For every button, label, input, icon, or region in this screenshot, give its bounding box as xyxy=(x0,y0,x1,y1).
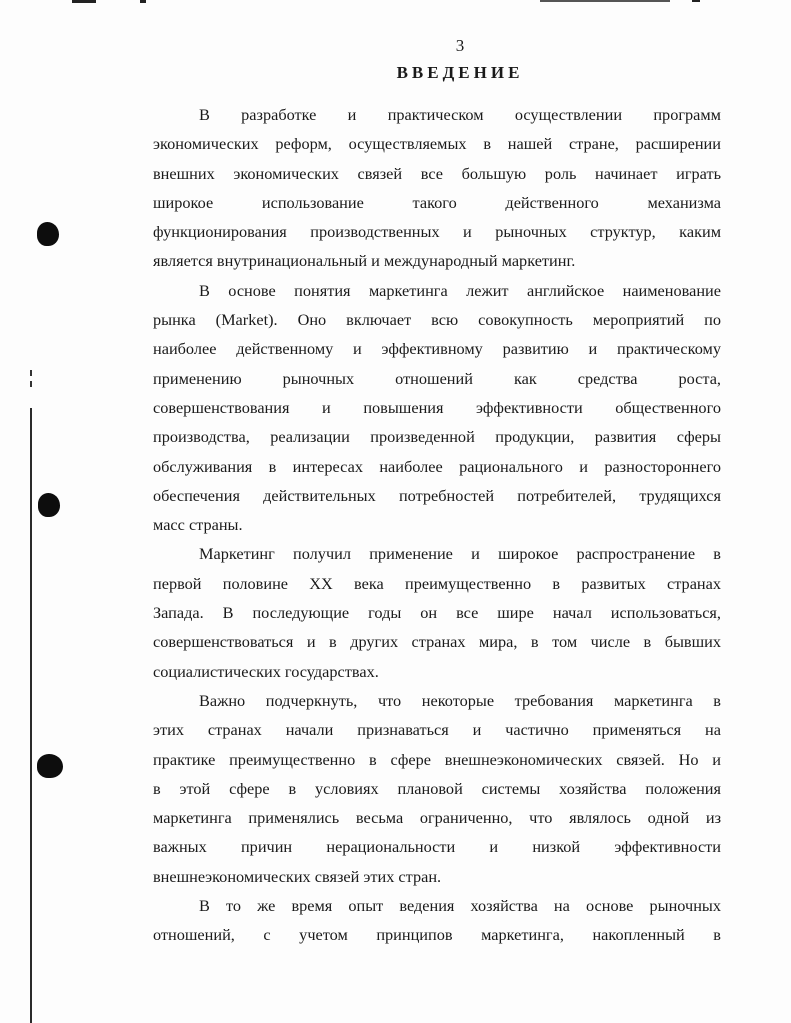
text-line: является внутринациональный и международный маркетинг. xyxy=(153,251,576,271)
punch-hole-mark xyxy=(38,493,60,517)
text-line: Важно подчеркнуть, что некоторые требования маркетинга в xyxy=(199,690,721,710)
scan-edge-mark xyxy=(140,0,146,3)
text-line: Маркетинг получил применение и широкое распространение в xyxy=(199,544,721,564)
text-line: совершенствования и повышения эффективности общественного xyxy=(153,397,721,417)
text-line: этих странах начали признаваться и частично применяться на xyxy=(153,720,721,740)
text-line: применению рыночных отношений как средства роста, xyxy=(153,368,721,388)
text-line: маркетинга применялись весьма ограниченно, что являлось одной из xyxy=(153,808,721,828)
text-line: важных причин нерациональности и низкой эффективности xyxy=(153,837,721,857)
text-line: Запада. В последующие годы он все шире начал использоваться, xyxy=(153,603,721,623)
page-number: 3 xyxy=(455,36,465,55)
text-line: совершенствоваться и в других странах мира, в том числе в бывших xyxy=(153,632,721,652)
paragraph xyxy=(153,686,721,891)
punch-hole-mark xyxy=(37,754,63,778)
scan-edge-mark xyxy=(30,370,32,376)
paragraph xyxy=(153,539,721,685)
text-line: отношений, с учетом принципов маркетинга, накопленный в xyxy=(153,925,721,945)
text-line: наиболее действенному и эффективному развитию и практическому xyxy=(153,339,721,359)
text-line: в этой сфере в условиях плановой системы хозяйства положения xyxy=(153,778,721,798)
binding-edge-line xyxy=(30,408,32,1023)
text-line: рынка (Market). Оно включает всю совокупность мероприятий по xyxy=(153,310,721,330)
text-line: внешнеэкономических связей этих стран. xyxy=(153,866,442,886)
text-line: практике преимущественно в сфере внешнеэкономических связей. Но и xyxy=(153,749,721,769)
text-line: широкое использование такого действенного механизма xyxy=(153,192,721,212)
paragraph xyxy=(153,891,721,950)
paragraph xyxy=(153,100,721,276)
text-line: масс страны. xyxy=(153,515,243,535)
text-line: обеспечения действительных потребностей потребителей, трудящихся xyxy=(153,485,721,505)
scan-edge-mark xyxy=(540,0,670,2)
scan-edge-mark xyxy=(692,0,700,2)
document-body xyxy=(153,100,721,950)
page-title: ВВЕДЕНИЕ xyxy=(396,63,524,82)
text-line: В основе понятия маркетинга лежит английское наименование xyxy=(199,280,721,300)
punch-hole-mark xyxy=(37,222,59,246)
text-line: обслуживания в интересах наиболее рационального и разностороннего xyxy=(153,456,721,476)
paragraph xyxy=(153,276,721,540)
text-line: внешних экономических связей все большую роль начинает играть xyxy=(153,163,721,183)
text-line: В то же время опыт ведения хозяйства на основе рыночных xyxy=(199,896,721,916)
scan-edge-mark xyxy=(30,381,32,387)
text-line: первой половине XX века преимущественно в развитых странах xyxy=(153,573,721,593)
text-line: В разработке и практическом осуществлении программ xyxy=(199,105,721,124)
text-line: производства, реализации произведенной продукции, развития сферы xyxy=(153,427,721,447)
scan-edge-mark xyxy=(72,0,96,3)
text-line: социалистических государствах. xyxy=(153,661,379,681)
text-line: функционирования производственных и рыночных структур, каким xyxy=(153,222,721,242)
text-line: экономических реформ, осуществляемых в нашей стране, расширении xyxy=(153,134,721,154)
